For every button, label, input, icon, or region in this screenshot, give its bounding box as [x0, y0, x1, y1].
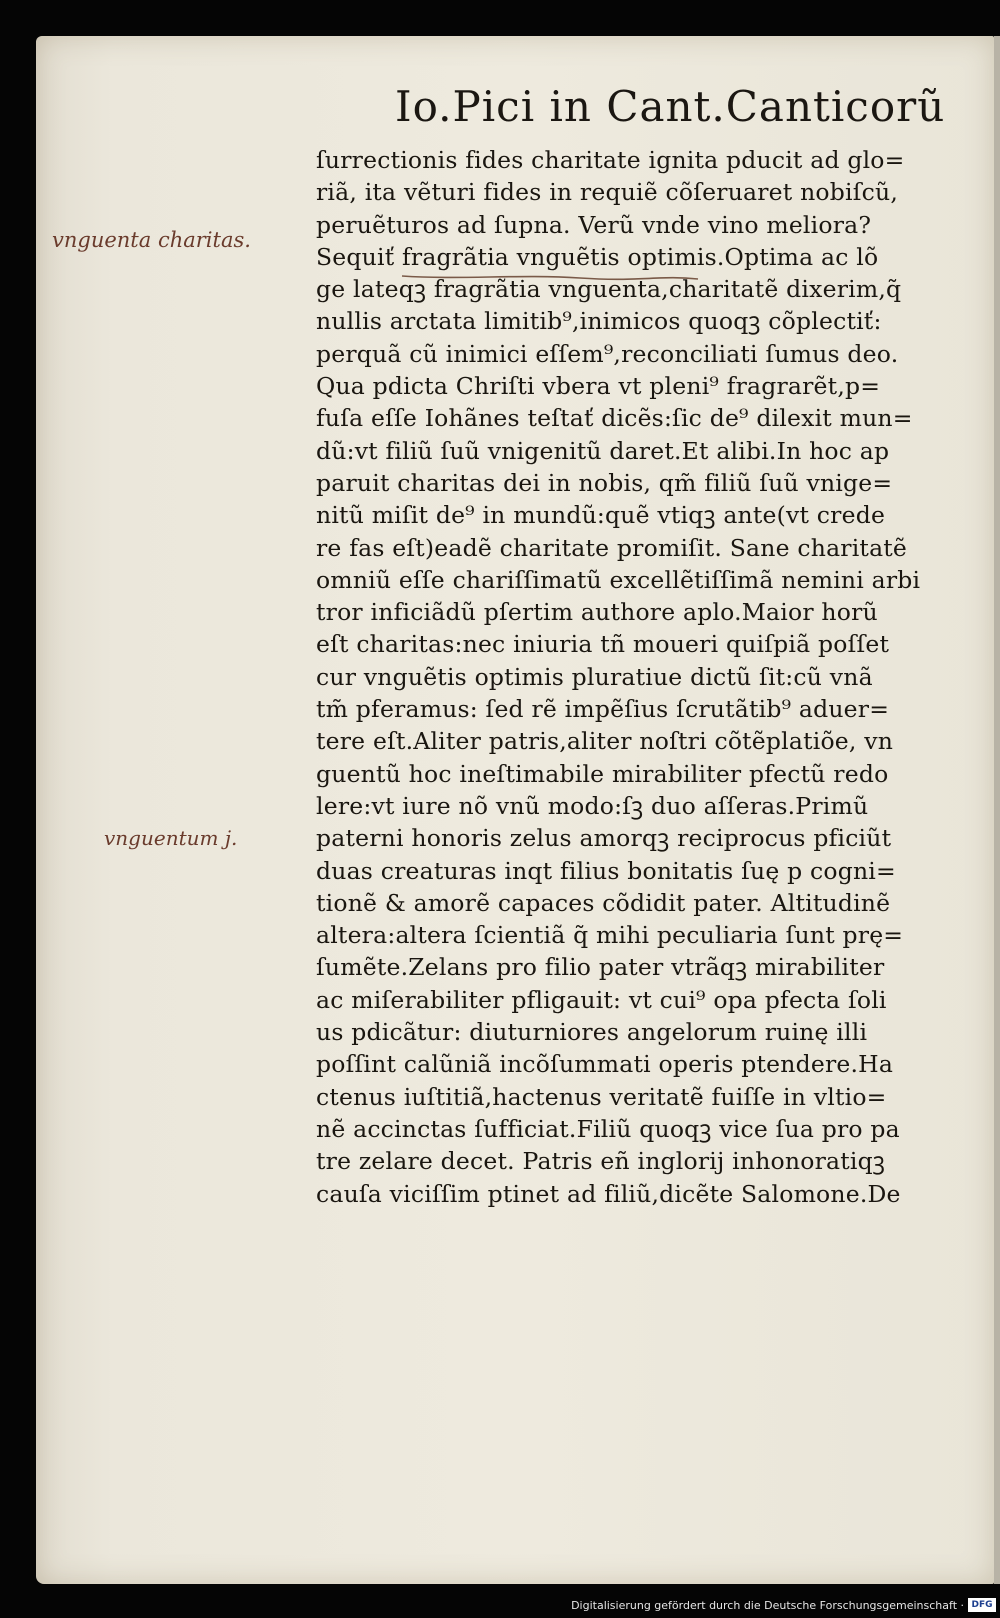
- text-line: nẽ accinctas ſufficiat.Filiũ quoqꝫ vice ſua pro pa: [316, 1114, 900, 1143]
- text-line: tror inficiãdũ pſertim authore aplo.Maior horũ: [316, 598, 878, 627]
- text-line: re fas eſt)eadẽ charitate promiſit. Sane charitatẽ: [316, 533, 908, 562]
- text-line: ge lateqꝫ fragrãtia vnguenta,charitatẽ dixerim,q̃: [316, 275, 902, 304]
- text-line: us pdicãtur: diuturniores angelorum ruinę illi: [316, 1018, 868, 1047]
- dfg-logo: DFG: [968, 1598, 996, 1612]
- text-line: altera:altera ſcientiã q̃ mihi peculiaria ſunt prę=: [316, 921, 904, 950]
- text-line: ac miſerabiliter pfligauit: vt cui⁹ opa pfecta ſoli: [316, 985, 887, 1014]
- text-line: tionẽ & amorẽ capaces cõdidit pater. Altitudinẽ: [316, 888, 891, 917]
- text-line: tre zelare decet. Patris eñ inglorij inhonoratiqꝫ: [316, 1147, 886, 1176]
- text-line: nullis arctata limitib⁹,inimicos quoqꝫ cõplectiť:: [316, 307, 882, 336]
- text-line: omniũ eſſe chariſſimatũ excellẽtiſſimã nemini arbi: [316, 565, 921, 594]
- text-line: duas creaturas inqt filius bonitatis ſuę p cogni=: [316, 856, 896, 885]
- text-line: cauſa viciſſim ptinet ad filiũ,dicẽte Salomone.De: [316, 1179, 901, 1208]
- text-line: ſurrectionis fides charitate ignita pducit ad glo=: [316, 146, 905, 174]
- text-line: dũ:vt filiũ ſuũ vnigenitũ daret.Et alibi.In hoc ap: [316, 436, 890, 465]
- text-line: tere eſt.Aliter patris,aliter noſtri cõtẽplatiõe, vn: [316, 727, 894, 756]
- text-line: nitũ miſit de⁹ in mundũ:quẽ vtiqꝫ ante(vt crede: [316, 501, 886, 530]
- digitization-credit: Digitalisierung gefördert durch die Deutsche Forschungsgemeinschaft ·: [571, 1599, 964, 1612]
- text-line: perquã cũ inimici eſſem⁹,reconciliati ſumus deo.: [316, 339, 899, 368]
- text-line: paterni honoris zelus amorqꝫ reciprocus pficiũt: [316, 824, 892, 853]
- text-line: fuſa eſſe Iohãnes teſtať dicẽs:ſic de⁹ dilexit mun=: [316, 404, 913, 433]
- handwritten-underline: [400, 270, 700, 284]
- text-line: eſt charitas:nec iniuria tñ moueri quiſpiã poſſet: [316, 630, 890, 659]
- text-line: cur vnguẽtis optimis pluratiue dictũ ſit:cũ vnã: [316, 662, 873, 691]
- text-line: riã, ita vẽturi fides in requiẽ cõſeruaret nobiſcũ,: [316, 178, 899, 207]
- marginal-note: vnguenta charitas.: [52, 228, 251, 252]
- text-line: paruit charitas dei in nobis, qm̃ filiũ ſuũ vnige=: [316, 468, 893, 497]
- page-edge: [994, 36, 1000, 1584]
- text-line: lere:vt iure nõ vnũ modo:ſꝫ duo aſſeras.Primũ: [316, 791, 869, 820]
- main-text-block: [316, 144, 966, 1210]
- text-line: ſumẽte.Zelans pro filio pater vtrãqꝫ mirabiliter: [316, 953, 885, 982]
- text-line: guentũ hoc ineſtimabile mirabiliter pfectũ redo: [316, 759, 889, 788]
- text-line: ctenus iuſtitiã,hactenus veritatẽ fuiſſe in vltio=: [316, 1082, 887, 1111]
- text-line: peruẽturos ad ſupna. Verũ vnde vino meliora?: [316, 210, 872, 239]
- text-line: Sequiť fragrãtia vnguẽtis optimis.Optima ac lõ: [316, 242, 879, 271]
- text-line: Qua pdicta Chriſti vbera vt pleni⁹ fragrarẽt,p=: [316, 372, 881, 401]
- marginal-note: vnguentum j.: [104, 826, 238, 850]
- running-title: Io.Pici in Cant.Canticorũ: [395, 82, 946, 131]
- text-line: tm̃ pferamus: ſed rẽ impẽſius ſcrutãtib⁹ aduer=: [316, 695, 890, 724]
- text-line: poſſint calũniã incõſummati operis ptendere.Ha: [316, 1050, 894, 1079]
